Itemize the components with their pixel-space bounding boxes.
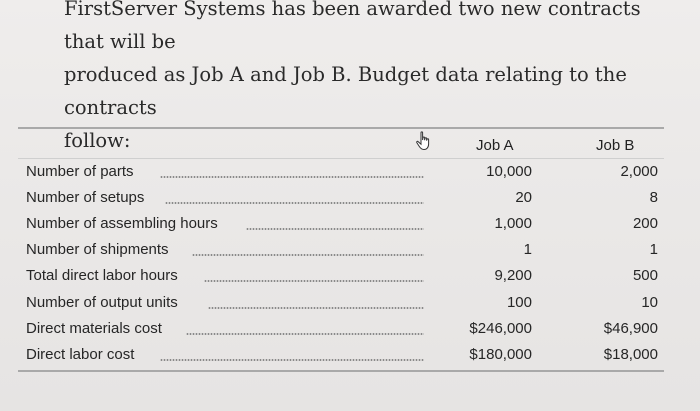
row-label: Number of assembling hours [26,215,218,232]
intro-line-1: FirstServer Systems has been awarded two new contracts that will be [64,0,641,53]
job-a-value: 100 [506,294,532,311]
job-b-value: 500 [632,267,658,284]
job-a-value: 1 [523,241,532,258]
leader-dots [186,332,424,336]
row-label: Number of shipments [26,241,169,258]
row-label: Total direct labor hours [26,267,178,284]
table-bottom-rule [18,370,664,372]
row-label: Number of output units [26,294,178,311]
job-a-value: 20 [515,189,532,206]
job-a-value: 10,000 [486,163,532,180]
table-row [26,267,658,293]
row-label: Direct labor cost [26,346,135,363]
hand-pointer-icon [415,131,433,151]
job-a-value: 1,000 [494,215,532,232]
job-a-value: $246,000 [469,320,532,337]
intro-paragraph [64,0,664,157]
column-header-job-b: Job B [596,137,635,154]
table-row [26,163,658,189]
row-label: Number of parts [26,163,134,180]
job-b-value: 1 [649,241,658,258]
job-a-value: 9,200 [494,267,532,284]
row-label: Direct materials cost [26,320,162,337]
job-b-value: 200 [632,215,658,232]
leader-dots [208,306,424,310]
row-label: Number of setups [26,189,145,206]
column-header-job-a: Job A [476,137,514,154]
table-row [26,294,658,320]
job-b-value: 10 [641,294,658,311]
leader-dots [246,227,424,231]
intro-line-3: follow: [64,129,131,152]
job-b-value: $46,900 [603,320,658,337]
job-b-value: 2,000 [620,163,658,180]
leader-dots [160,358,424,362]
job-b-value: 8 [649,189,658,206]
job-a-value: $180,000 [469,346,532,363]
table-row [26,241,658,267]
table-top-rule [18,127,664,129]
table-row [26,346,658,372]
table-row [26,189,658,215]
leader-dots [165,201,424,205]
table-row [26,215,658,241]
job-b-value: $18,000 [603,346,658,363]
leader-dots [160,175,424,179]
intro-line-2: produced as Job A and Job B. Budget data relating to the contracts [64,63,627,119]
table-header-rule [18,158,664,159]
leader-dots [192,253,424,257]
table-row [26,320,658,346]
leader-dots [204,279,424,283]
